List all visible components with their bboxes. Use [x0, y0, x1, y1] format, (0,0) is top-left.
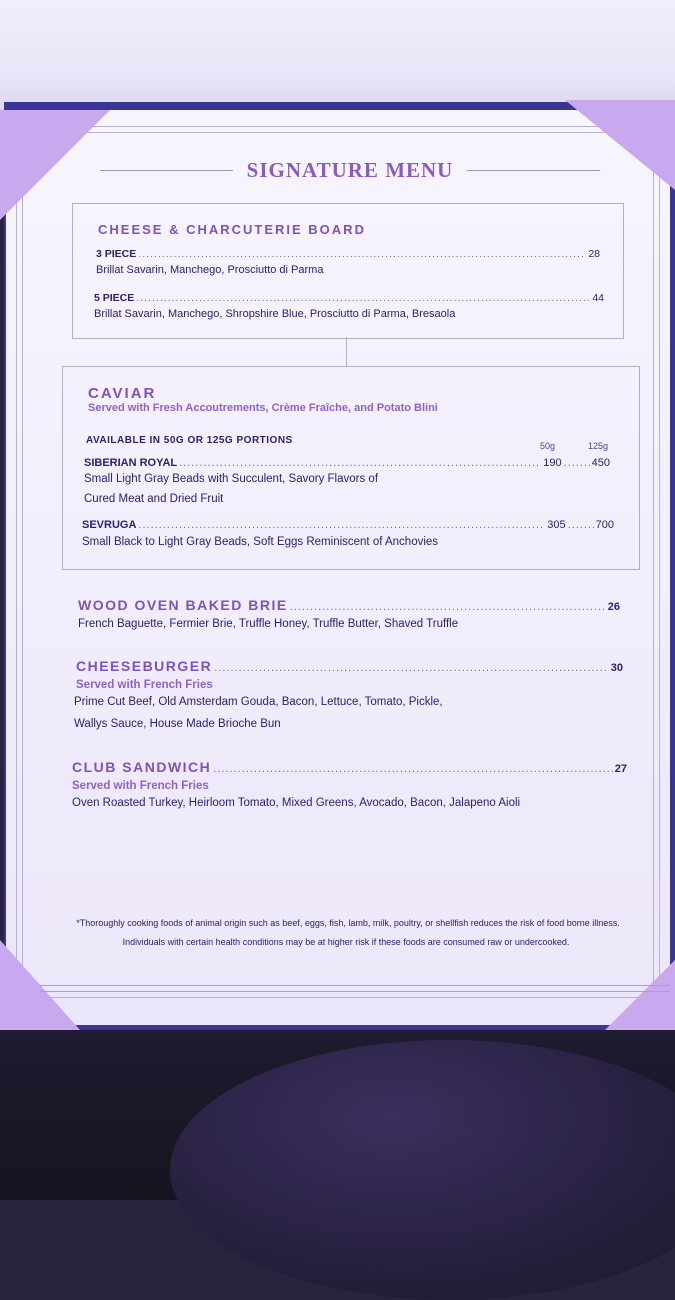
menu-item-baked-brie	[78, 597, 620, 613]
menu-item-sevruga	[82, 519, 614, 531]
corner-holder-bottom-right	[605, 960, 675, 1030]
menu-item-5-piece	[94, 292, 604, 304]
item-price-50g: 305	[547, 519, 566, 531]
item-price: 30	[610, 662, 623, 674]
item-price: 44	[592, 292, 604, 304]
item-name: SEVRUGA	[82, 519, 137, 531]
item-price: 26	[607, 601, 620, 613]
size-label-125g: 125g	[588, 441, 609, 451]
leader-dots	[214, 662, 609, 674]
leader-dots	[138, 248, 586, 260]
item-description-line1: Prime Cut Beef, Old Amsterdam Gouda, Bacon, Lettuce, Tomato, Pickle,	[74, 696, 443, 708]
menu-title-row	[100, 155, 600, 185]
caviar-subtitle: Served with Fresh Accoutrements, Crème Fraîche, and Potato Blini	[88, 402, 438, 414]
item-price-125g: 450	[591, 457, 610, 469]
leader-dots	[136, 292, 590, 304]
bottom-rule-2	[40, 991, 670, 992]
leader-dots	[564, 457, 590, 469]
leader-dots	[290, 601, 606, 613]
leader-dots	[568, 519, 594, 531]
leader-dots	[179, 457, 541, 469]
menu-item-club-sandwich	[72, 759, 627, 775]
size-label-50g: 50g	[540, 441, 556, 451]
item-description-line2: Wallys Sauce, House Made Brioche Bun	[74, 718, 281, 730]
item-subtitle: Served with French Fries	[76, 679, 213, 691]
item-description-line2: Cured Meat and Dried Fruit	[84, 493, 224, 505]
item-description: Oven Roasted Turkey, Heirloom Tomato, Mixed Greens, Avocado, Bacon, Jalapeno Aioli	[72, 797, 521, 809]
item-name: CHEESEBURGER	[76, 658, 213, 674]
portions-note: AVAILABLE IN 50G OR 125G PORTIONS	[86, 435, 293, 446]
caviar-heading: CAVIAR	[88, 385, 157, 402]
item-name: 5 PIECE	[94, 292, 135, 304]
menu-title: SIGNATURE MENU	[246, 157, 454, 182]
item-price-125g: 700	[595, 519, 614, 531]
title-rule-right	[467, 170, 600, 171]
item-name: WOOD OVEN BAKED BRIE	[78, 597, 288, 613]
bottom-rule	[40, 985, 670, 986]
item-description: Small Black to Light Gray Beads, Soft Eggs Reminiscent of Anchovies	[82, 536, 439, 548]
food-safety-disclaimer-line2: Individuals with certain health conditions may be at higher risk if these foods are consumed raw or undercooked.	[122, 937, 570, 947]
item-name: CLUB SANDWICH	[72, 759, 212, 775]
item-description-line1: Small Light Gray Beads with Succulent, Savory Flavors of	[84, 473, 379, 485]
menu-item-siberian-royal	[84, 457, 610, 469]
item-price-50g: 190	[543, 457, 562, 469]
menu-item-3-piece	[96, 248, 600, 260]
item-description: Brillat Savarin, Manchego, Shropshire Blue, Prosciutto di Parma, Bresaola	[94, 308, 456, 320]
item-price: 27	[614, 763, 627, 775]
menu-item-cheeseburger	[76, 658, 623, 674]
item-price: 28	[588, 248, 600, 260]
cheese-board-heading: CHEESE & CHARCUTERIE BOARD	[98, 222, 366, 237]
item-subtitle: Served with French Fries	[72, 780, 209, 792]
item-name: SIBERIAN ROYAL	[84, 457, 178, 469]
leader-dots	[138, 519, 545, 531]
item-description: French Baguette, Fermier Brie, Truffle Honey, Truffle Butter, Shaved Truffle	[78, 618, 459, 630]
food-safety-disclaimer-line1: *Thoroughly cooking foods of animal origin such as beef, eggs, fish, lamb, milk, poultry, or shellfish reduces the risk of food borne illness.	[76, 918, 620, 928]
item-name: 3 PIECE	[96, 248, 137, 260]
item-description: Brillat Savarin, Manchego, Prosciutto di Parma	[96, 264, 324, 276]
title-rule-left	[100, 170, 233, 171]
box-connector-line	[346, 337, 347, 367]
leader-dots	[213, 763, 612, 775]
